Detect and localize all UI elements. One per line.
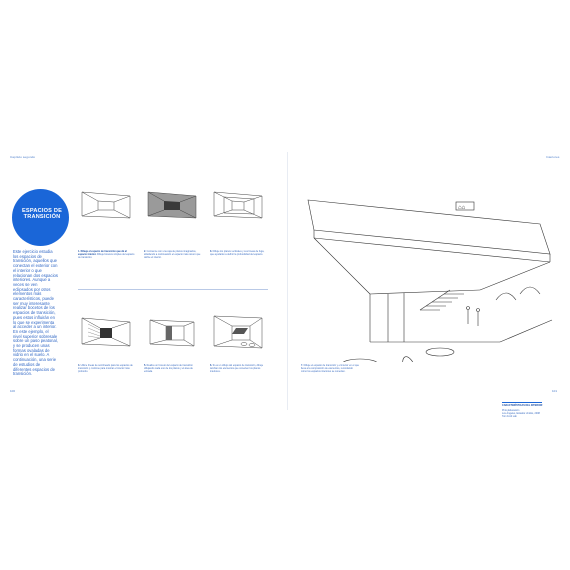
row-divider: [78, 289, 268, 290]
caption-1-lead: Dibuje el espacio de transición que dé al espacio interior.: [78, 250, 127, 256]
intro-text: Este ejercicio estudia los espacios de transición, aquellos que conectan el exterior con el interior o que relacionan dos espacios interiores. Aunque a veces se ven eclipsados por otros elementos más característicos, puede ser muy interesante realizar bocetos de los espacios de transición, pues estos influirán en lo que se experimenta al acceder a un interior. En este ejemplo, el nivel superior sobresale sobre un paso peatonal, y se producen unas formas ovaladas de vidrio en el suelo. A continuación, una serie de estudios de diferentes espacios de transición.: [13, 249, 58, 377]
book-spread: [4, 152, 566, 418]
credit-title: CARACTERÍSTICAS DEL INTERIOR: [502, 404, 543, 407]
sketch-3: [210, 188, 266, 222]
section-title: [18, 208, 66, 220]
caption-1-number: 1.: [78, 250, 80, 253]
caption-6-number: 6.: [210, 364, 212, 367]
section-title-line1: ESPACIOS DE: [21, 208, 63, 214]
sketch-2: [144, 188, 200, 222]
caption-3-number: 3.: [210, 250, 212, 253]
credit-line-1: Pinto Educación: [502, 409, 520, 412]
book-gutter: [287, 152, 288, 410]
main-interior-sketch: [300, 192, 560, 362]
sketch-6: [210, 312, 266, 352]
sketch-5: [144, 314, 200, 350]
caption-5-number: 5.: [144, 364, 146, 367]
caption-5-text: Realice un boceto del espacio de transición dibujando cada uno de los planos y el área de entrada.: [144, 364, 193, 373]
caption-6-text: Si es un dibujo del espacio de transición, dibuje también los elementos que conecten los planos interiores.: [210, 364, 264, 373]
caption-2-number: 2.: [144, 250, 146, 253]
caption-3-text: Dibuje los planos verticales y sus líneas de fuga, que ayudarán a definir la profundidad del espacio.: [210, 250, 265, 256]
section-title-line2: TRANSICIÓN: [23, 214, 61, 220]
ceiling-sign: ⌂⌂: [458, 205, 466, 211]
sketch-1: [78, 188, 134, 222]
caption-1: [78, 250, 136, 259]
caption-2-text: Comience con una caja de planos imaginarios, añadiendo a continuación el espacio más oscuro que define el interior.: [144, 250, 201, 259]
sketch-4: [78, 314, 134, 350]
page-number-right: 101: [552, 389, 558, 393]
caption-7: [301, 364, 359, 373]
caption-4-number: 4.: [78, 364, 80, 367]
caption-4: [78, 364, 136, 373]
credit-line-2: Los Ángeles, Estados Unidos, 2008: [502, 412, 540, 415]
caption-3: [210, 250, 268, 256]
caption-1-text: Dibuje bocetos simples del espacio de transición.: [78, 253, 135, 259]
credit-rule: [502, 402, 542, 403]
credit-line-3: Tom Ford Lab: [502, 415, 517, 418]
caption-2: [144, 250, 202, 259]
caption-7-number: 7.: [301, 364, 303, 367]
running-header-right: Interiores: [546, 155, 560, 159]
caption-4-text: Utilice líneas de sombreado para los espacios de transición y continúe para mostrar el interior más profundo.: [78, 364, 133, 373]
caption-6: [210, 364, 268, 373]
caption-7-text: Dibuje el espacio de transición y el interior en el que lleva a la composición de elementos, recordando cómo los espacios interiores se conectan.: [301, 364, 359, 373]
running-header-left: Capítulo segundo: [10, 155, 36, 159]
caption-5: [144, 364, 202, 373]
page-number-left: 100: [10, 389, 16, 393]
